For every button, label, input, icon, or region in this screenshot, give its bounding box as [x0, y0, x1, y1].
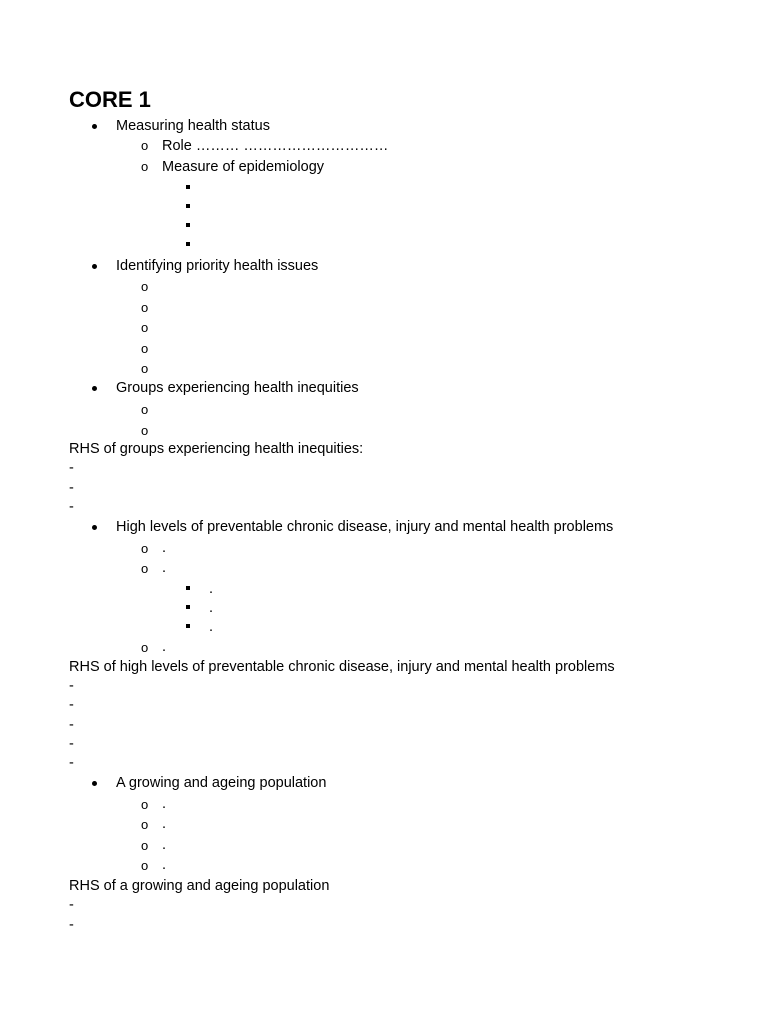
circle-bullet-icon: o	[141, 402, 149, 417]
circle-bullet-icon: o	[141, 838, 149, 853]
circle-bullet-icon: o	[141, 541, 149, 556]
circle-bullet-icon: o	[141, 138, 149, 153]
dot-item: .	[209, 581, 214, 597]
dot-item: .	[162, 560, 167, 576]
dash-item: -	[69, 755, 74, 771]
dash-item: -	[69, 678, 74, 694]
dot-item: .	[162, 639, 167, 655]
bullet-icon	[92, 525, 97, 530]
circle-bullet-icon: o	[141, 361, 149, 376]
square-bullet-icon	[186, 605, 190, 609]
circle-bullet-icon: o	[141, 320, 149, 335]
dot-item: .	[162, 796, 167, 812]
square-bullet-icon	[186, 624, 190, 628]
section-heading-measuring: Measuring health status	[116, 118, 270, 134]
square-bullet-icon	[186, 204, 190, 208]
section-heading-chronic: High levels of preventable chronic disease, injury and mental health problems	[116, 519, 614, 535]
circle-bullet-icon: o	[141, 423, 149, 438]
bullet-icon	[92, 386, 97, 391]
dot-item: .	[209, 619, 214, 635]
square-bullet-icon	[186, 242, 190, 246]
dash-item: -	[69, 897, 74, 913]
circle-bullet-icon: o	[141, 279, 149, 294]
dot-item: .	[162, 540, 167, 556]
sub-item-epidemiology: Measure of epidemiology	[162, 159, 325, 175]
sub-item-role: Role ……… …………………………	[162, 138, 389, 154]
section-heading-priority: Identifying priority health issues	[116, 258, 319, 274]
circle-bullet-icon: o	[141, 561, 149, 576]
bullet-icon	[92, 781, 97, 786]
circle-bullet-icon: o	[141, 341, 149, 356]
dash-item: -	[69, 480, 74, 496]
rhs-ageing-heading: RHS of a growing and ageing population	[69, 878, 330, 894]
circle-bullet-icon: o	[141, 817, 149, 832]
dot-item: .	[162, 816, 167, 832]
dot-item: .	[209, 600, 214, 616]
dot-item: .	[162, 857, 167, 873]
page-title: CORE 1	[69, 87, 151, 112]
circle-bullet-icon: o	[141, 640, 149, 655]
bullet-icon	[92, 264, 97, 269]
circle-bullet-icon: o	[141, 797, 149, 812]
dash-item: -	[69, 499, 74, 515]
section-heading-groups: Groups experiencing health inequities	[116, 380, 359, 396]
dash-item: -	[69, 697, 74, 713]
circle-bullet-icon: o	[141, 159, 149, 174]
circle-bullet-icon: o	[141, 858, 149, 873]
dash-item: -	[69, 917, 74, 933]
square-bullet-icon	[186, 223, 190, 227]
square-bullet-icon	[186, 185, 190, 189]
circle-bullet-icon: o	[141, 300, 149, 315]
dash-item: -	[69, 736, 74, 752]
dash-item: -	[69, 460, 74, 476]
square-bullet-icon	[186, 586, 190, 590]
dash-item: -	[69, 717, 74, 733]
rhs-chronic-heading: RHS of high levels of preventable chronic disease, injury and mental health problems	[69, 659, 615, 675]
section-heading-ageing: A growing and ageing population	[116, 775, 327, 791]
dot-item: .	[162, 837, 167, 853]
rhs-groups-heading: RHS of groups experiencing health inequities:	[69, 441, 364, 457]
bullet-icon	[92, 124, 97, 129]
